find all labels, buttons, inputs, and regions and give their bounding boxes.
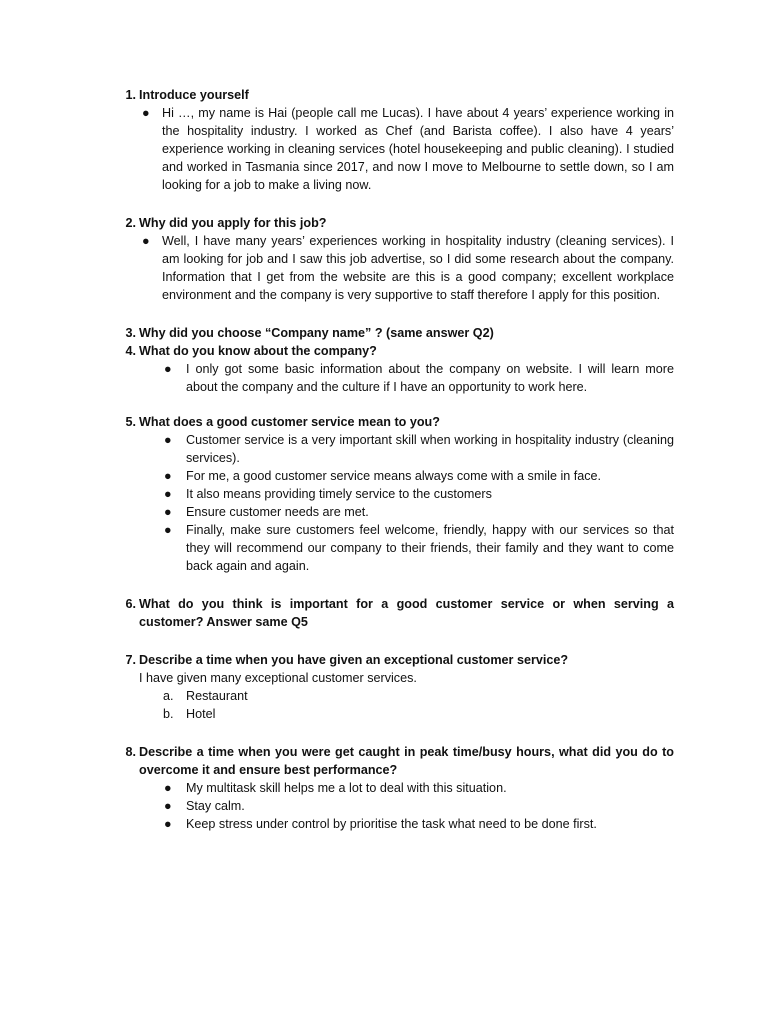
answer-bullet [164, 503, 674, 521]
answer-text: Hi …, my name is Hai (people call me Lucas). I have about 4 years’ experience working in the hospitality industry. I worked as Chef (and Barista coffee). I also have 4 years’ experience working in cleaning services (hotel housekeeping and public cleaning). I studied and worked in Tasmania since 2017, and now I move to Melbourne to settle down, so I am looking for a job to make a living now. [162, 106, 674, 192]
answer-text: It also means providing timely service to the customers [186, 487, 492, 501]
answer-item [163, 687, 768, 705]
question-number: 6. [125, 597, 136, 611]
answer-bullet [142, 104, 674, 194]
question-title: Introduce yourself [139, 88, 249, 102]
answer-list [0, 232, 768, 304]
answer-item [163, 705, 768, 723]
bullet-icon: ● [164, 781, 172, 795]
answer-bullet [164, 797, 674, 815]
answer-text: Keep stress under control by prioritise the task what need to be done first. [186, 817, 597, 831]
question-title: Describe a time when you have given an exceptional customer service? [139, 653, 569, 667]
answer-bullet [164, 431, 674, 467]
answer-bullet [164, 521, 674, 575]
question-5 [0, 413, 768, 575]
bullet-icon: ● [142, 234, 150, 248]
answer-text: Ensure customer needs are met. [186, 505, 369, 519]
answer-text: Finally, make sure customers feel welcome, friendly, happy with our services so that they will recommend our company to their friends, their family and they want to come back again and again. [186, 523, 674, 573]
bullet-icon: ● [164, 469, 172, 483]
answer-bullet [142, 232, 674, 304]
answer-text: Stay calm. [186, 799, 245, 813]
bullet-icon: ● [164, 799, 172, 813]
bullet-icon: ● [164, 487, 172, 501]
question-8 [0, 743, 768, 833]
question-title: Describe a time when you were get caught in peak time/busy hours, what did you do to overcome it and ensure best performance? [139, 745, 674, 777]
question-title: What does a good customer service mean to you? [139, 415, 440, 429]
answer-text: Customer service is a very important skill when working in hospitality industry (cleaning services). [186, 433, 674, 465]
answer-list [0, 687, 768, 723]
bullet-icon: ● [164, 433, 172, 447]
question-1 [0, 86, 768, 194]
question-number: 3. [125, 326, 136, 340]
answer-text: For me, a good customer service means always come with a smile in face. [186, 469, 602, 483]
item-text: Hotel [186, 707, 216, 721]
question-2 [0, 214, 768, 304]
bullet-icon: ● [164, 505, 172, 519]
item-marker: a. [163, 689, 174, 703]
question-6 [0, 595, 768, 631]
answer-bullet [164, 485, 674, 503]
answer-list [0, 779, 768, 833]
answer-list [0, 431, 768, 575]
answer-bullet [164, 360, 674, 396]
answer-bullet [164, 467, 674, 485]
answer-bullet [164, 779, 674, 797]
question-number: 7. [125, 653, 136, 667]
answer-text: Well, I have many years’ experiences working in hospitality industry (cleaning services). I am looking for job and I saw this job advertise, so I did some research about the company. Information that I get from the website are this is a good company; excellent workplace environment and the company is very supportive to staff therefore I apply for this position. [162, 234, 674, 302]
question-title: What do you think is important for a good customer service or when serving a customer? Answer same Q5 [139, 597, 674, 629]
question-7 [0, 651, 768, 723]
question-3 [0, 324, 768, 342]
bullet-icon: ● [142, 106, 150, 120]
question-number: 8. [125, 745, 136, 759]
answer-list [0, 360, 768, 396]
answer-bullet [164, 815, 674, 833]
question-number: 2. [125, 216, 136, 230]
question-4 [0, 342, 768, 396]
answer-text: My multitask skill helps me a lot to deal with this situation. [186, 781, 507, 795]
item-text: Restaurant [186, 689, 248, 703]
answer-text: I only got some basic information about the company on website. I will learn more about the company and the culture if I have an opportunity to work here. [186, 362, 674, 394]
answer-list [0, 104, 768, 194]
bullet-icon: ● [164, 817, 172, 831]
answer-text: I have given many exceptional customer services. [139, 671, 417, 685]
question-number: 5. [125, 415, 136, 429]
item-marker: b. [163, 707, 174, 721]
question-title: What do you know about the company? [139, 344, 377, 358]
question-number: 4. [125, 344, 136, 358]
question-title: Why did you choose “Company name” ? (same answer Q2) [139, 326, 494, 340]
bullet-icon: ● [164, 523, 172, 537]
question-number: 1. [125, 88, 136, 102]
bullet-icon: ● [164, 362, 172, 376]
question-title: Why did you apply for this job? [139, 216, 327, 230]
